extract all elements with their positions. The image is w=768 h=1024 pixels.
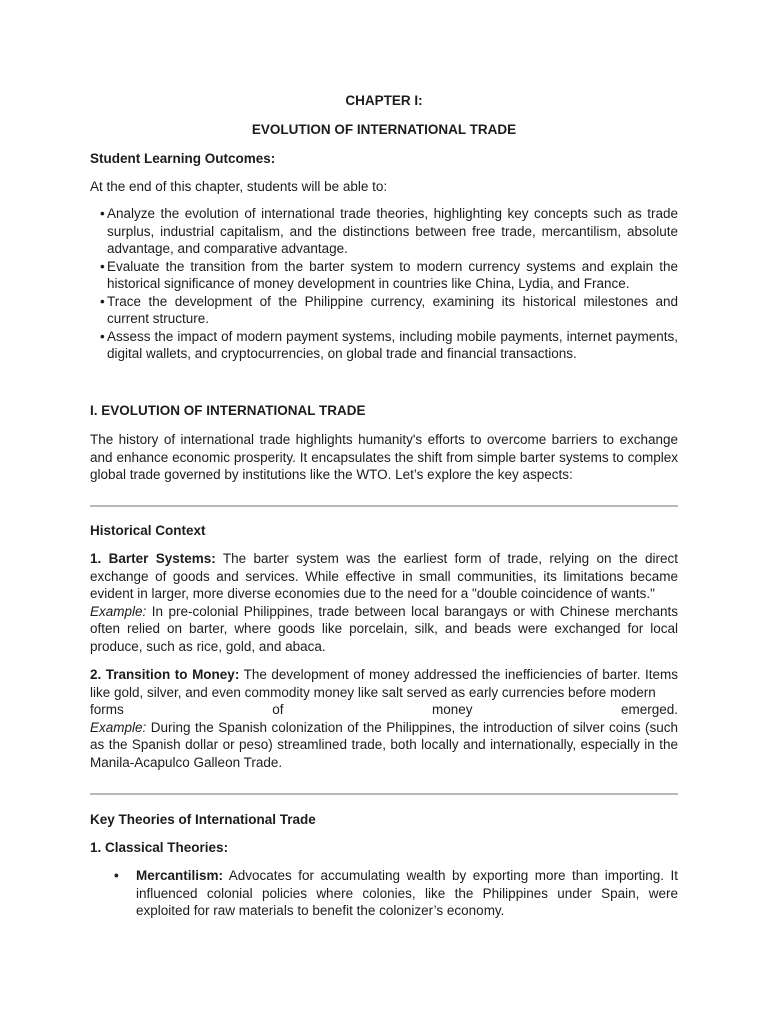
bullet-marker: • xyxy=(100,328,105,344)
list-item xyxy=(90,205,678,258)
outcomes-heading: Student Learning Outcomes: xyxy=(90,151,276,166)
divider xyxy=(90,505,678,507)
theories-list xyxy=(90,867,678,920)
list-item xyxy=(90,258,678,293)
barter-text-block xyxy=(90,550,678,603)
section-heading: I. EVOLUTION OF INTERNATIONAL TRADE xyxy=(90,403,366,418)
theory-label: Mercantilism: xyxy=(136,868,224,883)
example-label: Example: xyxy=(90,719,147,735)
chapter-title: EVOLUTION OF INTERNATIONAL TRADE xyxy=(251,122,517,137)
barter-label: 1. Barter Systems: xyxy=(90,551,216,566)
theories-subheading: 1. Classical Theories: xyxy=(90,840,229,855)
list-item xyxy=(90,293,678,328)
money-example xyxy=(90,719,678,772)
bullet-marker: • xyxy=(100,258,105,274)
bullet-marker: • xyxy=(114,868,119,883)
barter-paragraph xyxy=(90,550,678,655)
theories-heading: Key Theories of International Trade xyxy=(90,812,316,827)
historical-heading: Historical Context xyxy=(90,523,206,538)
barter-example xyxy=(90,603,678,656)
money-paragraph xyxy=(90,666,678,771)
money-text-end: forms of money emerged. xyxy=(90,702,678,717)
outcomes-list xyxy=(90,205,678,363)
outcome-text: Assess the impact of modern payment systems, including mobile payments, internet payments, digital wallets, and cryptocurrencies, on global trade and financial transactions. xyxy=(107,328,678,361)
bullet-marker: • xyxy=(100,293,105,309)
divider xyxy=(90,793,678,795)
money-label: 2. Transition to Money: xyxy=(90,667,240,682)
outcome-text: Analyze the evolution of international trade theories, highlighting key concepts such as trade surplus, industrial capitalism, and the distinctions between free trade, mercantilism, absolute advantage, and comparative advantage. xyxy=(107,206,678,256)
section-paragraph: The history of international trade highlights humanity's efforts to overcome barriers to exchange and enhance economic prosperity. It encapsulates the shift from simple barter systems to complex global trade governed by institutions like the WTO. Let’s explore the key aspects: xyxy=(90,432,678,482)
theory-text: Advocates for accumulating wealth by exporting more than importing. It influenced colonial policies where colonies, like the Philippines under Spain, were exploited for raw materials to benefit the colonizer’s economy. xyxy=(136,868,678,918)
list-item xyxy=(90,867,678,920)
list-item xyxy=(90,328,678,363)
outcome-text: Evaluate the transition from the barter system to modern currency systems and explain the historical significance of money development in countries like China, Lydia, and France. xyxy=(107,258,678,291)
money-text: The development of money addressed the inefficiencies of barter. Items like gold, silver, and even commodity money like salt served as early currencies before modern xyxy=(90,667,679,700)
example-text: In pre-colonial Philippines, trade between local barangays or with Chinese merchants often relied on barter, where goods like porcelain, silk, and beads were exchanged for local produce, such as rice, gold, and abaca. xyxy=(90,603,678,654)
outcome-text: Trace the development of the Philippine currency, examining its historical milestones and current structure. xyxy=(107,293,678,326)
outcomes-intro: At the end of this chapter, students will be able to: xyxy=(90,179,388,194)
money-text-block xyxy=(90,666,678,701)
bullet-marker: • xyxy=(100,206,105,221)
barter-text: The barter system was the earliest form of trade, relying on the direct exchange of goods and services. While effective in small communities, its limitations became evident in larger, more diverse economies due to the need for a "double coincidence of wants." xyxy=(90,551,679,601)
example-text: During the Spanish colonization of the Philippines, the introduction of silver coins (such as the Spanish dollar or peso) streamlined trade, both locally and internationally, especially in the Manila-Acapulco Galleon Trade. xyxy=(90,719,678,770)
example-label: Example: xyxy=(90,603,147,619)
chapter-number: CHAPTER I: xyxy=(345,93,423,108)
